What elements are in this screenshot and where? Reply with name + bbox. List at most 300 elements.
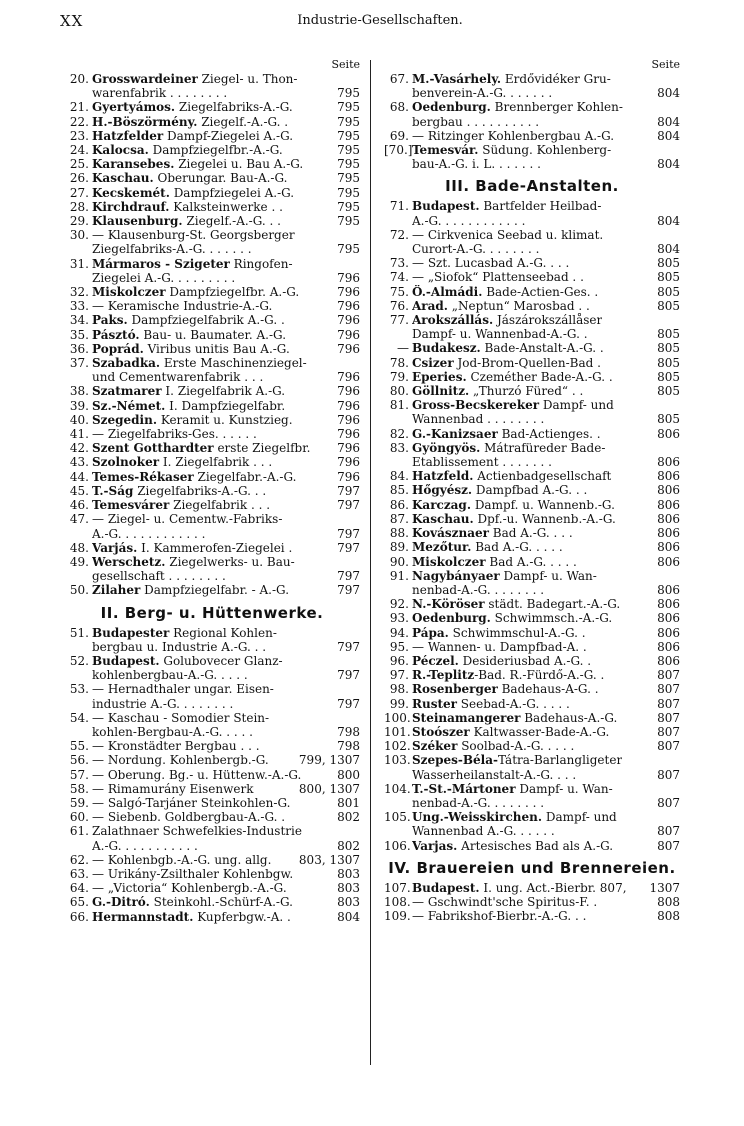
index-entry: [64, 796, 360, 810]
entry-line: [92, 569, 360, 583]
entry-text: [412, 753, 622, 767]
index-entry: [64, 129, 360, 143]
entry-text: [92, 541, 292, 555]
entry-keyword: N.-Köröser: [412, 597, 485, 612]
entry-description: Südung. Kohlenberg-: [478, 143, 612, 158]
entry-keyword: Klausenburg.: [92, 214, 183, 229]
entry-description: — Ziegelfabriks-Ges. . . . . .: [92, 427, 257, 442]
entry-keyword: Ung.-Weisskirchen.: [412, 810, 543, 825]
entry-description: Badehaus-A.-G.: [520, 710, 618, 725]
entry-text: [92, 413, 293, 427]
entry-body: [412, 697, 680, 711]
entry-fill: [285, 384, 333, 398]
entry-description: Dampfziegelfabrik A.-G. .: [127, 313, 285, 328]
entry-number: 45.: [69, 483, 89, 498]
entry-keyword: Hatzfelder: [92, 128, 164, 143]
page-ref: 796: [337, 469, 360, 484]
entry-keyword: Péczel.: [412, 653, 459, 668]
entry-description: Keramit u. Kunstzieg.: [157, 412, 293, 427]
entry-text: [92, 810, 285, 824]
index-entry: [64, 782, 360, 796]
entry-description: Ziegelf.-A.-G. .: [197, 114, 289, 129]
entry-body: [412, 199, 680, 227]
entry-line: [92, 171, 360, 185]
entry-keyword: Szatmarer: [92, 384, 162, 399]
entry-number: 42.: [69, 441, 89, 456]
entry-number: 38.: [69, 384, 89, 399]
entry-description: Golubovecer Glanz-: [159, 653, 283, 668]
entry-keyword: Budapest.: [412, 880, 480, 895]
entry-number: 22.: [69, 114, 89, 129]
page-ref: 796: [337, 398, 360, 413]
index-entry: [64, 810, 360, 824]
entry-text: [92, 342, 290, 356]
index-entry: [384, 597, 680, 611]
entry-text: [92, 157, 303, 171]
entry-keyword: Ö.-Almádi.: [412, 284, 483, 299]
page-ref: 803: [337, 895, 360, 910]
entry-description: Jászárokszállåser: [493, 313, 603, 328]
entry-text: [412, 739, 574, 753]
entry-line: [412, 810, 680, 824]
index-entry: [384, 356, 680, 370]
entry-description: — Siebenb. Goldbergbau-A.-G. .: [92, 810, 286, 825]
entry-description: benverein-A.-G. . . . . . .: [412, 86, 553, 101]
entry-description: Seebad-A.-G. . . . .: [456, 696, 570, 711]
entry-fill: [281, 214, 333, 228]
entry-number: 61.: [69, 824, 89, 839]
index-entry: [64, 399, 360, 413]
entry-text: [92, 427, 257, 441]
entry-body: [92, 555, 360, 583]
entry-keyword: Oedenburg.: [412, 100, 491, 115]
entry-line: [412, 427, 680, 441]
page-ref: 796: [337, 270, 360, 285]
entry-description: Actienbadgesellschaft: [473, 469, 612, 484]
entry-line: [412, 725, 680, 739]
page-ref: 798: [337, 739, 360, 754]
entry-body: [412, 398, 680, 426]
entry-body: [92, 186, 360, 200]
entry-description: Dampfziegelfbr. A.-G.: [165, 285, 300, 300]
entry-body: [412, 356, 680, 370]
index-entry: [64, 427, 360, 441]
entry-line: [412, 199, 680, 213]
entry-body: [92, 470, 360, 484]
entry-text: [412, 895, 597, 909]
entry-body: [92, 455, 360, 469]
page-ref: 797: [337, 483, 360, 498]
entry-description: Brennberger Kohlen-: [490, 100, 623, 115]
entry-text: [92, 143, 283, 157]
entry-fill: [544, 796, 653, 810]
entry-body: [412, 839, 680, 853]
entry-text: [412, 697, 570, 711]
entry-keyword: Stoószer: [412, 724, 470, 739]
entry-keyword: Budakesz.: [412, 341, 481, 356]
entry-line: [92, 86, 360, 100]
entry-text: [92, 228, 295, 242]
index-entry: [384, 739, 680, 753]
entry-text: [412, 881, 627, 895]
entry-body: [412, 526, 680, 540]
entry-text: [412, 654, 591, 668]
index-entry: [384, 384, 680, 398]
index-entry: [64, 555, 360, 583]
entry-text: [412, 412, 544, 426]
entry-fill: [233, 697, 333, 711]
entry-text: [412, 640, 587, 654]
entry-body: [92, 285, 360, 299]
entry-text: [412, 725, 609, 739]
entry-line: [92, 768, 360, 782]
index-entry: [384, 909, 680, 923]
entry-description: städt. Badegart.-A.-G.: [484, 597, 621, 612]
entry-fill: [601, 199, 680, 213]
index-entry: [64, 654, 360, 682]
entry-description: Dampf- und: [542, 810, 617, 825]
entry-text: [412, 72, 611, 86]
entry-text: [92, 313, 285, 327]
entry-body: [92, 342, 360, 356]
page-ref: 807: [657, 824, 680, 839]
entry-body: [92, 427, 360, 441]
entry-description: Schwimmschul-A.-G. .: [448, 625, 586, 640]
entry-line: [412, 455, 680, 469]
index-entry: [64, 441, 360, 455]
entry-keyword: Varjás.: [92, 540, 138, 555]
entry-keyword: Werschetz.: [92, 554, 166, 569]
entry-number: 39.: [69, 398, 89, 413]
entry-body: [92, 313, 360, 327]
entry-fill: [299, 285, 333, 299]
entry-body: [412, 469, 680, 483]
index-entry: [384, 228, 680, 256]
entry-fill: [293, 867, 333, 881]
index-entry: [384, 341, 680, 355]
entry-number: 99.: [389, 696, 409, 711]
entry-number: 69.: [389, 128, 409, 143]
section-heading: III. Bade-Anstalten.: [445, 177, 619, 196]
entry-number: 49.: [69, 554, 89, 569]
entry-keyword: Gyöngyös.: [412, 440, 481, 455]
entry-fill: [612, 611, 653, 625]
entry-number: 66.: [69, 909, 89, 924]
entry-line: [92, 810, 360, 824]
entry-line: [412, 611, 680, 625]
entry-body: [92, 824, 360, 852]
page-ref: 804: [657, 114, 680, 129]
entry-description: nenbad-A.-G. . . . . . . .: [412, 795, 545, 810]
page-ref: 795: [337, 143, 360, 158]
entry-fill: [283, 143, 333, 157]
entry-description: Ziegelfabriks-A.-G. . . . . . .: [92, 242, 252, 257]
page-ref: 803: [337, 881, 360, 896]
index-entry: [64, 583, 360, 597]
entry-keyword: Kirchdrauf.: [92, 199, 170, 214]
entry-body: [412, 810, 680, 838]
entry-fill: [614, 129, 653, 143]
entry-fill: [603, 228, 680, 242]
entry-description: I. ung. Act.-Bierbr. 807,: [479, 880, 627, 895]
entry-line: [412, 782, 680, 796]
entry-text: [92, 470, 296, 484]
entry-text: [92, 910, 291, 924]
entry-body: [92, 157, 360, 171]
index-entry: [64, 171, 360, 185]
entry-line: [92, 413, 360, 427]
entry-keyword: Ruster: [412, 696, 457, 711]
entry-description: industrie A.-G. . . . . . . .: [92, 696, 234, 711]
entry-line: [412, 526, 680, 540]
entry-keyword: Széker: [412, 739, 458, 754]
entry-line: [412, 228, 680, 242]
entry-keyword: Miskolczer: [92, 285, 166, 300]
entry-number: 43.: [69, 455, 89, 470]
index-entry: [64, 739, 360, 753]
entry-number: 68.: [389, 100, 409, 115]
entry-line: [92, 427, 360, 441]
entry-description: Curort-A.-G. . . . . . . .: [412, 242, 540, 257]
entry-body: [412, 270, 680, 284]
index-entry: [384, 540, 680, 554]
page-ref: 805: [657, 412, 680, 427]
entry-line: [412, 441, 680, 455]
index-entry: [64, 356, 360, 384]
entry-fill: [588, 327, 654, 341]
entry-body: [92, 796, 360, 810]
entry-text: [412, 327, 588, 341]
entry-number: 78.: [389, 355, 409, 370]
index-entry: [64, 257, 360, 285]
index-entry: [384, 839, 680, 853]
entry-body: [92, 413, 360, 427]
entry-text: [92, 654, 283, 668]
page-ref: 796: [337, 384, 360, 399]
entry-number: 53.: [69, 682, 89, 697]
entry-description: Wannenbad . . . . . . . .: [412, 412, 545, 427]
entry-fill: [544, 412, 653, 426]
entry-fill: [605, 441, 680, 455]
entry-body: [92, 100, 360, 114]
entry-line: [92, 356, 360, 370]
page-ref: 796: [337, 327, 360, 342]
entry-number: 50.: [69, 583, 89, 598]
entry-fill: [620, 597, 653, 611]
entry-description: Kaltwasser-Bade-A.-G.: [469, 724, 610, 739]
entry-description: Dampf- u. Wannenbad-A.-G. .: [412, 327, 588, 342]
entry-number: 37.: [69, 356, 89, 371]
entry-body: [92, 739, 360, 753]
page-ref: 796: [337, 313, 360, 328]
entry-fill: [198, 839, 333, 853]
entry-fill: [248, 668, 333, 682]
entry-line: [412, 540, 680, 554]
entry-keyword: Arokszállás.: [412, 313, 494, 328]
entry-body: [412, 753, 680, 781]
entry-text: [412, 455, 552, 469]
entry-body: [412, 739, 680, 753]
entry-line: [92, 782, 360, 796]
entry-description: Ziegelf.-A.-G. . .: [182, 214, 281, 229]
entry-keyword: Hatzfeld.: [412, 469, 474, 484]
entry-text: [92, 569, 226, 583]
entry-body: [92, 910, 360, 924]
entry-text: [92, 384, 285, 398]
entry-description: — Ritzinger Kohlenbergbau A.-G.: [412, 128, 615, 143]
entry-keyword: T.-Ság: [92, 483, 134, 498]
page-ref: 806: [657, 511, 680, 526]
entry-line: [412, 640, 680, 654]
page-header: [60, 12, 700, 32]
entry-fill: [602, 313, 680, 327]
seite-label: Seite: [331, 58, 360, 71]
entry-fill: [555, 824, 653, 838]
entry-number: 102.: [384, 739, 411, 754]
entry-line: [92, 399, 360, 413]
entry-number: 96.: [389, 653, 409, 668]
entry-fill: [285, 313, 333, 327]
entry-fill: [609, 725, 653, 739]
entry-line: [412, 86, 680, 100]
entry-body: [92, 583, 360, 597]
entry-body: [412, 100, 680, 128]
entry-line: [412, 214, 680, 228]
index-entry: [384, 498, 680, 512]
entry-keyword: Steinamangerer: [412, 710, 521, 725]
entry-description: bau-A.-G. i. L. . . . . . .: [412, 157, 541, 172]
page-ref: 806: [657, 554, 680, 569]
entry-fill: [254, 782, 295, 796]
entry-line: [92, 654, 360, 668]
entry-number: 105.: [384, 810, 411, 825]
index-entry: [384, 270, 680, 284]
entry-line: [92, 470, 360, 484]
entry-description: A.-G. . . . . . . . . . . .: [92, 526, 206, 541]
entry-body: [92, 810, 360, 824]
entry-line: [92, 583, 360, 597]
page-ref: 797: [337, 696, 360, 711]
entry-line: [412, 668, 680, 682]
entry-description: — „Siofok“ Plattenseebad . .: [412, 270, 584, 285]
entry-description: — „Victoria“ Kohlenbergb.-A.-G.: [92, 881, 287, 896]
entry-fill: [590, 299, 653, 313]
entry-description: Ziegelwerks- u. Bau-: [165, 554, 295, 569]
entry-body: [92, 115, 360, 129]
index-entry: [64, 541, 360, 555]
page-ref: 807: [657, 767, 680, 782]
page-ref: 805: [657, 298, 680, 313]
entry-number: 72.: [389, 227, 409, 242]
entry-fill: [541, 157, 653, 171]
entry-number: 46.: [69, 498, 89, 513]
entry-text: [92, 796, 290, 810]
index-entry: [64, 157, 360, 171]
index-entry: [384, 313, 680, 341]
entry-text: [92, 853, 271, 867]
entry-description: nenbad-A.-G. . . . . . . .: [412, 582, 545, 597]
page-ref: 796: [337, 285, 360, 300]
entry-text: [92, 72, 297, 86]
index-entry: [64, 895, 360, 909]
page-ref: 807: [657, 682, 680, 697]
entry-line: [412, 341, 680, 355]
page-ref: 803: [337, 866, 360, 881]
entry-body: [412, 711, 680, 725]
entry-line: [412, 129, 680, 143]
entry-description: Dampf-Ziegelei A.-G.: [163, 128, 294, 143]
entry-keyword: G.-Ditró.: [92, 895, 150, 910]
entry-keyword: Varjas.: [412, 838, 458, 853]
entry-number: 91.: [389, 568, 409, 583]
entry-body: [92, 72, 360, 100]
entry-number: 103.: [384, 753, 411, 768]
index-entry: [64, 313, 360, 327]
index-entry: [384, 753, 680, 781]
index-entry: [64, 711, 360, 739]
entry-fill: [303, 157, 333, 171]
entry-fill: [285, 399, 333, 413]
entry-text: [412, 427, 601, 441]
entry-fill: [576, 768, 653, 782]
entry-fill: [307, 356, 360, 370]
entry-description: Ziegelei u. Bau A.-G.: [174, 157, 304, 172]
index-entry: [64, 299, 360, 313]
entry-body: [412, 341, 680, 355]
entry-description: Etablissement . . . . . . .: [412, 455, 552, 470]
entry-description: Jod-Brom-Quellen-Bad .: [453, 355, 601, 370]
entry-fill: [623, 100, 680, 114]
entry-number: 59.: [69, 795, 89, 810]
entry-text: [92, 626, 277, 640]
page-ref: 808: [657, 894, 680, 909]
entry-line: [92, 640, 360, 654]
entry-line: [92, 725, 360, 739]
index-entry: [384, 370, 680, 384]
index-entry: [64, 881, 360, 895]
entry-line: [92, 115, 360, 129]
entry-line: [412, 512, 680, 526]
entry-text: [412, 839, 613, 853]
entry-keyword: Kaschau.: [412, 511, 474, 526]
page-ref: 800: [337, 767, 360, 782]
page-ref: 804: [657, 157, 680, 172]
entry-number: 64.: [69, 881, 89, 896]
entry-number: 34.: [69, 313, 89, 328]
entry-text: [412, 313, 602, 327]
entry-fill: [552, 86, 653, 100]
section-heading: II. Berg- u. Hüttenwerke.: [100, 603, 324, 622]
entry-line: [412, 881, 680, 895]
entry-body: [412, 611, 680, 625]
entry-keyword: Szabadka.: [92, 356, 161, 371]
page-ref: 797: [337, 526, 360, 541]
entry-description: Bade-Actien-Ges. .: [482, 284, 599, 299]
entry-line: [92, 853, 360, 867]
entry-body: [412, 512, 680, 526]
entry-fill: [293, 413, 334, 427]
entry-keyword: Kovásznaer: [412, 526, 489, 541]
entry-fill: [289, 583, 333, 597]
entry-body: [412, 597, 680, 611]
entry-description: Tátra-Barlangligeter: [497, 753, 623, 768]
index-entry: [64, 455, 360, 469]
entry-text: [412, 115, 539, 129]
page-ref: 797: [337, 639, 360, 654]
entry-body: [92, 753, 360, 767]
entry-keyword: Mezőtur.: [412, 540, 472, 555]
page-ref: 805: [657, 341, 680, 356]
